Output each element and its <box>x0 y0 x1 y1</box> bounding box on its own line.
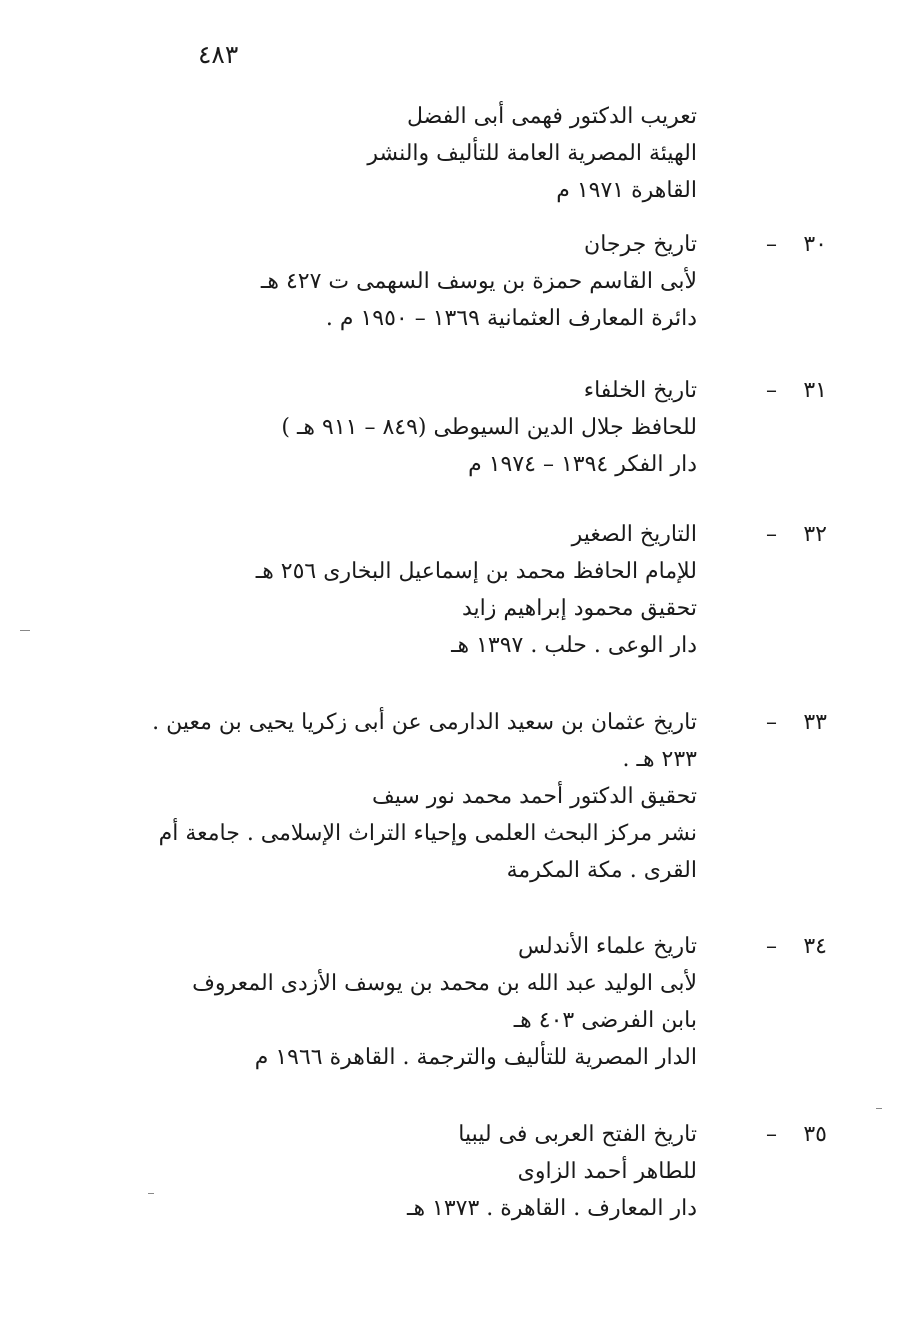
entry-line: الدار المصرية للتأليف والترجمة . القاهرة ١٩٦٦ م <box>254 1045 697 1070</box>
entry-dash: – <box>766 934 777 959</box>
continuation-line: القاهرة ١٩٧١ م <box>556 178 697 203</box>
entry-title: تاريخ عثمان بن سعيد الدارمى عن أبى زكريا يحيى بن معين . <box>152 710 697 735</box>
entry-title: تاريخ علماء الأندلس <box>517 934 697 959</box>
entry-line: لأبى القاسم حمزة بن يوسف السهمى ت ٤٢٧ هـ <box>260 269 697 294</box>
entry-number: ٣٤ <box>803 934 827 959</box>
entry-dash: – <box>766 522 777 547</box>
entry-title: تاريخ الخلفاء <box>583 378 697 403</box>
entry-number: ٣٣ <box>803 710 827 735</box>
entry-number: ٣٢ <box>803 522 827 547</box>
entry-dash: – <box>766 710 777 735</box>
entry-line: تحقيق محمود إبراهيم زايد <box>461 596 697 621</box>
entry-line: دائرة المعارف العثمانية ١٣٦٩ – ١٩٥٠ م . <box>325 306 697 331</box>
entry-line: للطاهر أحمد الزاوى <box>517 1159 697 1184</box>
entry-number: ٣٥ <box>803 1122 827 1147</box>
entry-line: القرى . مكة المكرمة <box>506 858 697 883</box>
page-number: ٤٨٣ <box>198 40 239 69</box>
entry-line: دار المعارف . القاهرة . ١٣٧٣ هـ <box>407 1196 697 1221</box>
continuation-block <box>367 98 697 209</box>
entry-lines <box>281 372 697 483</box>
entry-dash: – <box>766 232 777 257</box>
entry-lines <box>407 1116 697 1227</box>
entry-line: دار الفكر ١٣٩٤ – ١٩٧٤ م <box>468 452 697 477</box>
entry-title: التاريخ الصغير <box>571 522 697 547</box>
entry-title: تاريخ الفتح العربى فى ليبيا <box>458 1122 697 1147</box>
scan-mark <box>148 1193 154 1194</box>
scan-mark <box>20 630 30 631</box>
entry-number: ٣٠ <box>803 232 827 257</box>
continuation-line: تعريب الدكتور فهمى أبى الفضل <box>406 104 697 129</box>
entry-line: ٢٣٣ هـ . <box>622 747 697 772</box>
entry-line: دار الوعى . حلب . ١٣٩٧ هـ <box>451 633 697 658</box>
entry-lines <box>256 516 697 664</box>
entry-line: لأبى الوليد عبد الله بن محمد بن يوسف الأزدى المعروف <box>192 971 697 996</box>
entry-line: للإمام الحافظ محمد بن إسماعيل البخارى ٢٥٦ هـ <box>255 559 697 584</box>
entry-line: نشر مركز البحث العلمى وإحياء التراث الإسلامى . جامعة أم <box>158 821 697 846</box>
entry-dash: – <box>766 378 777 403</box>
entry-line: تحقيق الدكتور أحمد محمد نور سيف <box>371 784 697 809</box>
entry-lines <box>192 928 697 1076</box>
entry-lines <box>152 704 697 889</box>
scan-mark <box>876 1108 882 1109</box>
entry-line: بابن الفرضى ٤٠٣ هـ <box>513 1008 697 1033</box>
continuation-line: الهيئة المصرية العامة للتأليف والنشر <box>367 141 697 166</box>
entry-line: للحافظ جلال الدين السيوطى (٨٤٩ – ٩١١ هـ ) <box>281 415 697 440</box>
entry-dash: – <box>766 1122 777 1147</box>
entry-number: ٣١ <box>803 378 827 403</box>
entry-lines <box>261 226 697 337</box>
entry-title: تاريخ جرجان <box>584 232 697 257</box>
